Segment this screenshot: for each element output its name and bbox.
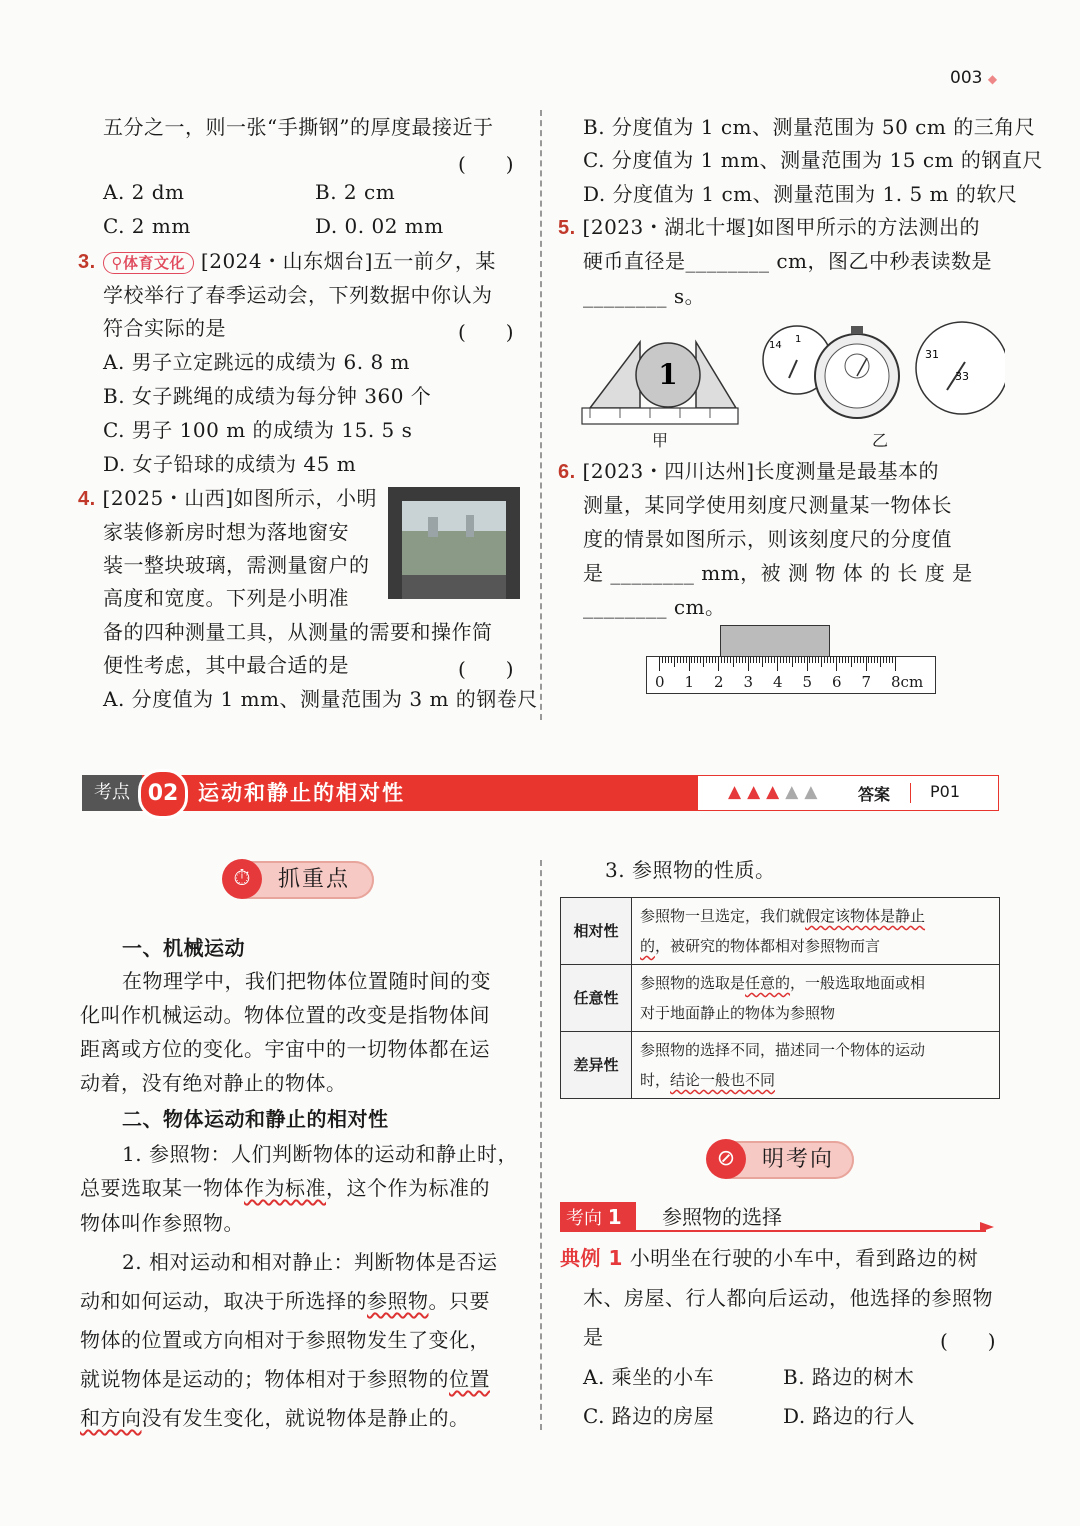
ruler-tick [659, 657, 660, 671]
ruler-tick [783, 657, 784, 663]
stopwatch-icon: ⏱ [222, 859, 262, 899]
row0-l1b: 假定该物体是静止 [805, 907, 926, 925]
p2-line-1: 1. 参照物：人们判断物体的运动和静止时， [122, 1142, 518, 1166]
ruler-tick [756, 657, 757, 663]
row2-l2b: 结论一般也不同 [670, 1071, 776, 1089]
ruler-tick [845, 657, 846, 663]
p3-line-2 [80, 1286, 490, 1316]
ruler-tick [680, 657, 681, 663]
kaoxiang-badge [560, 1202, 636, 1232]
section-banner [82, 775, 998, 811]
q4-number: 4. [78, 488, 96, 510]
page-number [950, 68, 997, 88]
kaoxiang-label: 考向 [566, 1208, 602, 1229]
ruler-tick [709, 657, 710, 663]
row1-l1a: 参照物的选取是 [640, 974, 746, 992]
difficulty-flames [728, 782, 823, 802]
ruler-tick [706, 657, 707, 663]
ruler-tick [883, 657, 884, 663]
page-number-text: 003 [950, 68, 983, 88]
ruler-tick [718, 657, 719, 671]
flame-icon: ▲ [766, 782, 780, 802]
row1-l1c: ，一般选取地面或相 [790, 974, 926, 992]
ruler-tick [818, 657, 819, 663]
example-1 [560, 1243, 978, 1273]
ruler-tick [712, 657, 713, 663]
ruler-tick [848, 657, 849, 663]
row-key: 任意性 [561, 965, 632, 1032]
ruler-tick [780, 657, 781, 663]
reference-properties-table [560, 897, 1000, 1099]
flame-icon: ▲ [804, 782, 818, 802]
ruler-tick [833, 657, 834, 663]
arrow-icon [980, 1222, 994, 1232]
q4-option-b: B. 分度值为 1 cm、测量范围为 50 cm 的三角尺 [583, 115, 1036, 139]
q5-number: 5. [558, 217, 576, 239]
q4-line-4: 高度和宽度。下列是小明准 [103, 586, 349, 610]
flame-icon: ▲ [747, 782, 761, 802]
q4-line-3: 装一整块玻璃，需测量窗户的 [103, 553, 370, 577]
ruler [646, 656, 936, 694]
svg-text:1: 1 [795, 334, 802, 345]
ruler-tick [889, 657, 890, 663]
p1-line-2: 化叫作机械运动。物体位置的改变是指物体间 [80, 1003, 490, 1027]
p3-line-5b: 没有发生变化，就说物体是静止的。 [141, 1406, 470, 1430]
ruler-tick [857, 657, 858, 663]
example-option-a: A. 乘坐的小车 [583, 1365, 715, 1389]
ruler-tick [809, 657, 810, 663]
q2-continuation: 五分之一，则一张“手撕钢”的厚度最接近于 [103, 115, 494, 139]
p3-line-5 [80, 1403, 470, 1433]
kaoxiang-header [560, 1202, 996, 1232]
q4-option-d: D. 分度值为 1 cm、测量范围为 1. 5 m 的软尺 [583, 182, 1018, 206]
p1-line-4: 动着，没有绝对静止的物体。 [80, 1071, 347, 1095]
ruler-tick [854, 657, 855, 663]
q3-tag-label: 体育文化 [123, 254, 186, 272]
q5-line-1: [2023・湖北十堰]如图甲所示的方法测出的 [582, 215, 981, 239]
ruler-tick [860, 657, 861, 663]
example-line-2: 木、房屋、行人都向后运动，他选择的参照物 [583, 1286, 993, 1310]
ruler-tick [821, 657, 822, 667]
ruler-label: 8cm [891, 673, 924, 691]
ruler-tick [771, 657, 772, 663]
q2-option-a: A. 2 dm [103, 180, 185, 204]
q4-line-2: 家装修新房时想为落地窗安 [103, 520, 349, 544]
p2-line-2b: 作为标准 [244, 1176, 326, 1200]
p1-line-1: 在物理学中，我们把物体位置随时间的变 [122, 969, 491, 993]
ruler-label: 6 [832, 673, 842, 691]
p3-line-5a: 和方向 [80, 1406, 142, 1430]
coin-measure-figure [580, 320, 740, 430]
q4-line-5: 备的四种测量工具，从测量的需要和操作简 [103, 620, 493, 644]
ruler-tick [762, 657, 763, 667]
ruler-tick [730, 657, 731, 663]
location-pin-icon: ⚲ [111, 254, 124, 272]
ruler-tick [686, 657, 687, 663]
props-title: 3. 参照物的性质。 [605, 858, 776, 882]
q3-line-3: 符合实际的是 [103, 316, 226, 340]
ruler-tick [697, 657, 698, 663]
column-divider-top [540, 110, 542, 720]
q2-option-b: B. 2 cm [315, 180, 396, 204]
ruler-label: 0 [655, 673, 665, 691]
ruler-tick [830, 657, 831, 663]
ruler-tick [863, 657, 864, 663]
ruler-tick [736, 657, 737, 663]
ruler-tick [795, 657, 796, 663]
row-key: 差异性 [561, 1032, 632, 1099]
row0-l1a: 参照物一旦选定，我们就 [640, 907, 806, 925]
example-line-1: 小明坐在行驶的小车中，看到路边的树 [629, 1246, 979, 1270]
ruler-tick [750, 657, 751, 663]
ruler-label: 3 [743, 673, 754, 691]
ruler-tick [768, 657, 769, 663]
svg-text:33: 33 [955, 370, 969, 383]
q3-option-c: C. 男子 100 m 的成绩为 15. 5 s [103, 418, 413, 442]
q2-option-d: D. 0. 02 mm [315, 214, 444, 238]
ruler-tick [812, 657, 813, 663]
ruler-tick [689, 657, 690, 671]
p1-line-3: 距离或方位的变化。宇宙中的一切物体都在运 [80, 1037, 490, 1061]
q6-number: 6. [558, 461, 576, 483]
column-divider-bottom [540, 860, 542, 1430]
ruler-tick [759, 657, 760, 663]
ruler-tick [668, 657, 669, 663]
q4-option-c: C. 分度值为 1 mm、测量范围为 15 cm 的钢直尺 [583, 148, 1043, 172]
ruler-tick [866, 657, 867, 671]
question-3 [78, 246, 496, 277]
ruler-tick [765, 657, 766, 663]
kaoxiang-title: 参照物的选择 [662, 1205, 782, 1229]
q4-line-6: 便性考虑，其中最合适的是 [103, 653, 349, 677]
row1-l2: 对于地面静止的物体为参照物 [640, 1004, 836, 1022]
svg-text:1: 1 [658, 358, 678, 391]
example-line-3: 是 [583, 1325, 604, 1349]
ruler-tick [786, 657, 787, 663]
p2-line-2a: 总要选取某一物体 [80, 1176, 244, 1200]
banner-answer-box [697, 775, 999, 811]
page-dot-icon: ◆ [987, 72, 998, 86]
ruler-tick [733, 657, 734, 667]
row1-l1b: 任意的 [745, 974, 791, 992]
row2-l1: 参照物的选择不同，描述同一个物体的运动 [640, 1041, 926, 1059]
ruler-tick [836, 657, 837, 671]
example-option-d: D. 路边的行人 [783, 1404, 916, 1428]
ruler-tick [895, 657, 896, 671]
q4-option-a: A. 分度值为 1 mm、测量范围为 3 m 的钢卷尺 [103, 687, 538, 711]
ruler-tick [789, 657, 790, 663]
q4-answer-paren: ( ) [458, 657, 514, 681]
stopwatch-figure [757, 318, 1005, 426]
ruler-tick [665, 657, 666, 663]
q6-line-5: ________ cm。 [583, 595, 726, 619]
ruler-tick [842, 657, 843, 663]
measured-block [720, 625, 830, 659]
q4-line-1: [2025・山西]如图所示，小明 [102, 486, 378, 510]
q2-option-c: C. 2 mm [103, 214, 191, 238]
flame-icon: ▲ [728, 782, 742, 802]
ruler-tick [745, 657, 746, 663]
p3-line-2c: 。只要 [428, 1289, 490, 1313]
row-key: 相对性 [561, 898, 632, 965]
svg-text:14: 14 [769, 340, 782, 351]
kaoxiang-number: 1 [607, 1205, 622, 1229]
example-option-c: C. 路边的房屋 [583, 1404, 715, 1428]
ruler-tick [851, 657, 852, 667]
ruler-tick [777, 657, 778, 671]
ruler-tick [674, 657, 675, 667]
q2-answer-paren: ( ) [458, 152, 514, 176]
ruler-tick [662, 657, 663, 663]
ruler-tick [892, 657, 893, 663]
ruler-tick [683, 657, 684, 663]
row0-l2b: ，被研究的物体都相对参照物而言 [655, 937, 881, 955]
p3-line-4a: 就说物体是运动的；物体相对于参照物的 [80, 1367, 449, 1391]
banner-title: 运动和静止的相对性 [198, 781, 405, 805]
q6-line-2: 测量，某同学使用刻度尺测量某一物体长 [583, 493, 952, 517]
p3-line-4 [80, 1364, 490, 1394]
example-option-b: B. 路边的树木 [783, 1365, 915, 1389]
question-5 [558, 212, 980, 243]
ruler-tick [748, 657, 749, 671]
table-row [561, 965, 1000, 1032]
ruler-tick [807, 657, 808, 671]
ruler-tick [742, 657, 743, 663]
ruler-tick [798, 657, 799, 663]
table-row [561, 1032, 1000, 1099]
ruler-tick [874, 657, 875, 663]
q3-line-2: 学校举行了春季运动会，下列数据中你认为 [103, 283, 493, 307]
p3-line-3: 物体的位置或方向相对于参照物发生了变化， [80, 1328, 490, 1352]
heading-relativity: 二、物体运动和静止的相对性 [122, 1107, 389, 1131]
answer-page: P01 [930, 782, 961, 801]
p3-line-2b: 参照物 [367, 1289, 429, 1313]
ruler-tick [671, 657, 672, 663]
ruler-tick [804, 657, 805, 663]
q3-number: 3. [78, 251, 96, 273]
q6-line-3: 度的情景如图所示，则该刻度尺的分度值 [583, 527, 952, 551]
ruler-label: 7 [861, 673, 872, 691]
row-value [632, 965, 1000, 1032]
row-value [632, 1032, 1000, 1099]
ruler-tick [877, 657, 878, 663]
pill-zhuazhongdian [226, 861, 374, 899]
p2-line-3: 物体叫作参照物。 [80, 1211, 244, 1235]
ruler-tick [703, 657, 704, 667]
ruler-label: 4 [773, 673, 783, 691]
q6-line-1: [2023・四川达州]长度测量是最基本的 [582, 459, 940, 483]
heading-mechanical-motion: 一、机械运动 [122, 936, 245, 960]
row0-l2a: 的 [640, 937, 656, 955]
banner-kaodian: 考点 [82, 775, 142, 811]
figure-jia-label: 甲 [652, 431, 669, 450]
ruler-label: 2 [714, 673, 724, 691]
ruler-label: 5 [802, 673, 813, 691]
ruler-tick [792, 657, 793, 667]
ruler-tick [827, 657, 828, 663]
q3-answer-paren: ( ) [458, 320, 514, 344]
p2-line-2 [80, 1173, 490, 1203]
pill-label: 抓重点 [278, 867, 351, 892]
q5-line-3: ________ s。 [583, 284, 706, 308]
p3-line-2a: 动和如何运动，取决于所选择的 [80, 1289, 367, 1313]
answer-label: 答案 [858, 785, 891, 804]
q3-option-a: A. 男子立定跳远的成绩为 6. 8 m [103, 350, 411, 374]
ruler-tick [721, 657, 722, 663]
row-value [632, 898, 1000, 965]
banner-number: 02 [138, 769, 188, 819]
pill-mingkaoxiang [710, 1141, 854, 1179]
ruler-tick [880, 657, 881, 667]
ruler-tick [871, 657, 872, 663]
flame-icon: ▲ [785, 782, 799, 802]
q5-line-2: 硬币直径是________ cm，图乙中秒表读数是 [583, 249, 993, 273]
ruler-tick [801, 657, 802, 663]
row2-l2a: 时， [640, 1071, 671, 1089]
question-6 [558, 456, 939, 487]
q6-line-4: 是 ________ mm，被 测 物 体 的 长 度 是 [583, 561, 973, 585]
table-row [561, 898, 1000, 965]
example-label: 典例 1 [560, 1246, 623, 1270]
ruler-tick [727, 657, 728, 663]
q3-line-1: [2024・山东烟台]五一前夕，某 [200, 249, 496, 273]
figure-yi-label: 乙 [872, 431, 889, 450]
pill-label: 明考向 [762, 1147, 835, 1172]
ruler-tick [774, 657, 775, 663]
window-photo [388, 487, 520, 599]
ruler-tick [715, 657, 716, 663]
q3-option-b: B. 女子跳绳的成绩为每分钟 360 个 [103, 384, 432, 408]
ruler-tick [839, 657, 840, 663]
q3-tag [103, 252, 195, 274]
ruler-tick [739, 657, 740, 663]
ruler-tick [753, 657, 754, 663]
ruler-tick [691, 657, 692, 663]
ruler-tick [700, 657, 701, 663]
question-4 [78, 483, 377, 514]
ruler-tick [815, 657, 816, 663]
ruler-tick [694, 657, 695, 663]
compass-icon: ⊘ [706, 1139, 746, 1179]
ruler-tick [677, 657, 678, 663]
ruler-tick [724, 657, 725, 663]
svg-text:31: 31 [925, 348, 939, 361]
ruler-tick [824, 657, 825, 663]
p2-line-2c: ，这个作为标准的 [326, 1176, 490, 1200]
example-answer-paren: ( ) [940, 1329, 996, 1353]
p3-line-4b: 位置 [449, 1367, 490, 1391]
ruler-tick [868, 657, 869, 663]
q3-option-d: D. 女子铅球的成绩为 45 m [103, 452, 357, 476]
ruler-tick [886, 657, 887, 663]
ruler-label: 1 [684, 673, 695, 691]
p3-line-1: 2. 相对运动和相对静止：判断物体是否运 [122, 1250, 498, 1274]
